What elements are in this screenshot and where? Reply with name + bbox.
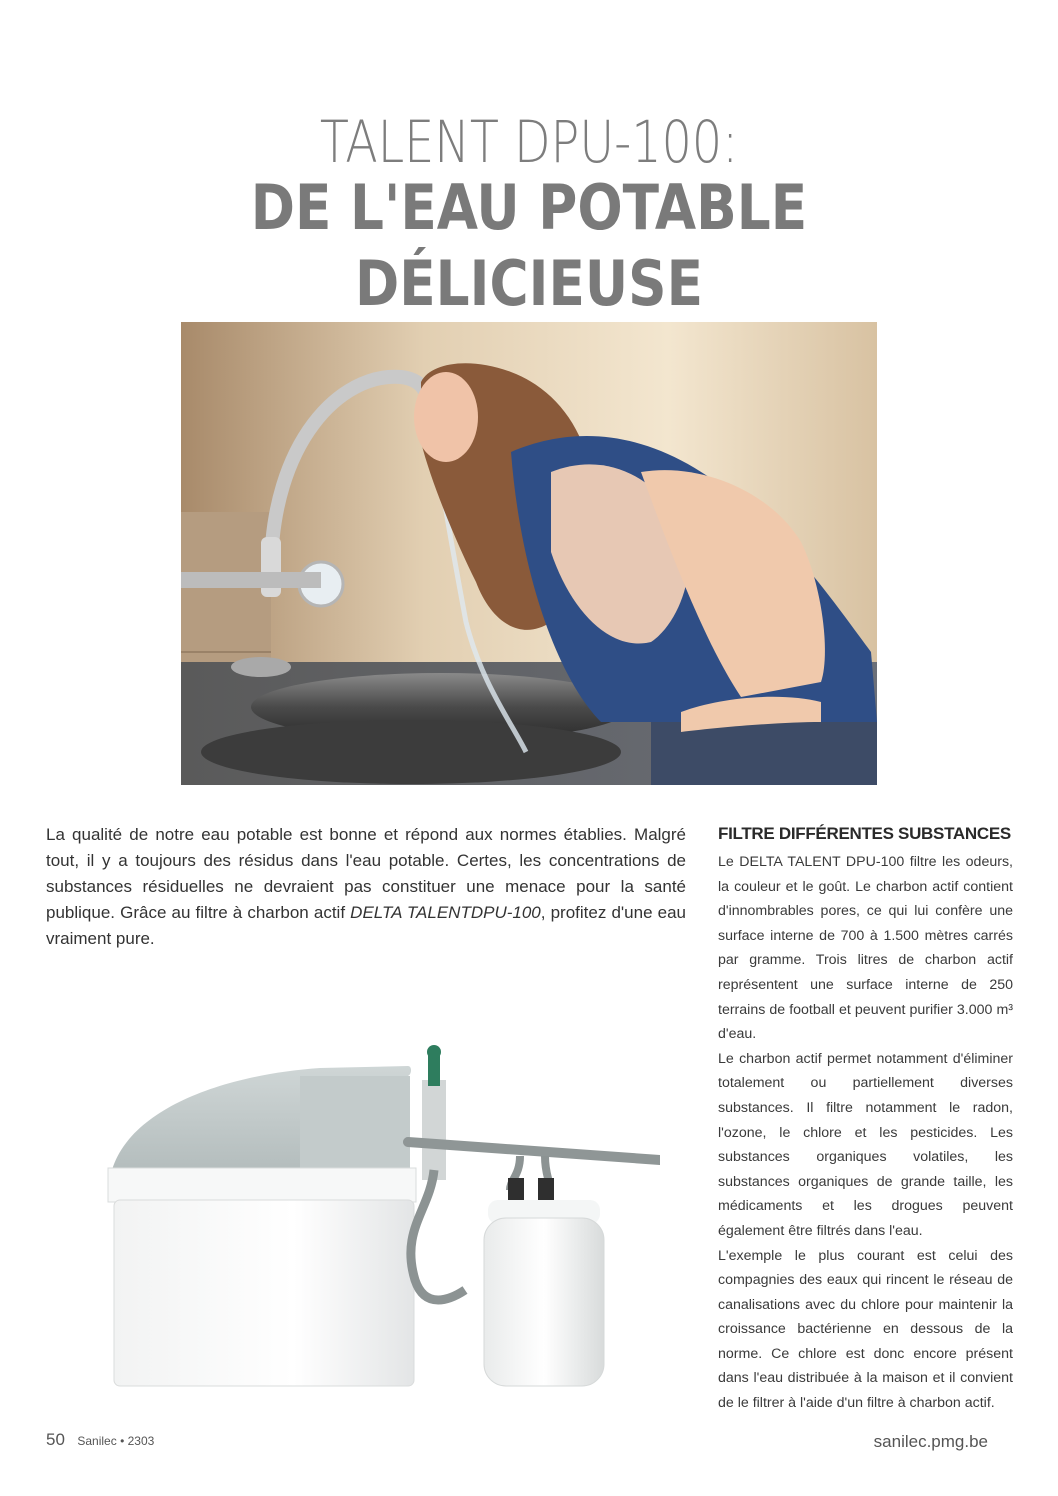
title-line-2: DE L'EAU POTABLE DÉLICIEUSE: [250, 171, 808, 320]
sidebar-paragraph: Le DELTA TALENT DPU-100 filtre les odeurs, la couleur et le goût. Le charbon actif contient d'innombrables pores, ce qui lui confère une surface interne de 700 à 1.500 mètres carrés par gramme. Trois litres de charbon actif représentent une surface interne de 250 terrains de football et peuvent purifier 3.000 m³ d'eau.: [718, 854, 1013, 1043]
sidebar-paragraph: L'exemple le plus courant est celui des compagnies des eaux qui rincent le réseau de canalisations avec du chlore pour maintenir la croissance bactérienne en dessous de la norme. Ce chlore est donc encore présent dans l'eau distribuée à la maison et il convient de le filtrer à l'aide d'un filtre à charbon actif.: [718, 1247, 1013, 1412]
footer-left: [46, 1430, 154, 1450]
sidebar-heading: FILTRE DIFFÉRENTES SUBSTANCES: [718, 824, 1011, 843]
intro-product-name: DELTA TALENTDPU-100: [350, 903, 541, 922]
intro-text-after: , profitez d'une eau vraiment pure.: [46, 903, 686, 948]
page-number: 50: [46, 1430, 65, 1449]
intro-text-before: La qualité de notre eau potable est bonne et répond aux normes établies. Malgré tout, il y a toujours des résidus dans l'eau potable. Certes, les concentrations de substances résiduelles ne devraient pas constituer une menace pour la santé publique. Grâce au filtre à charbon actif: [46, 825, 686, 922]
sidebar-paragraph: Le charbon actif permet notamment d'éliminer totalement ou partiellement diverses substances. Il filtre notamment le radon, l'ozone, le chlore et les pesticides. Les substances organiques volatiles, les substances organiques de grande taille, les médicaments et les drogues peuvent également être filtrés dans l'eau.: [718, 1050, 1013, 1239]
intro-paragraph: [46, 822, 686, 952]
website-link[interactable]: sanilec.pmg.be: [873, 1432, 988, 1451]
water-filter-product-image: [100, 1040, 660, 1400]
title-line-1: TALENT DPU-100:: [319, 108, 739, 176]
sidebar-body: [718, 850, 1013, 1416]
girl-drinking-tap-photo: [181, 322, 877, 785]
publication-issue: Sanilec • 2303: [77, 1434, 155, 1448]
